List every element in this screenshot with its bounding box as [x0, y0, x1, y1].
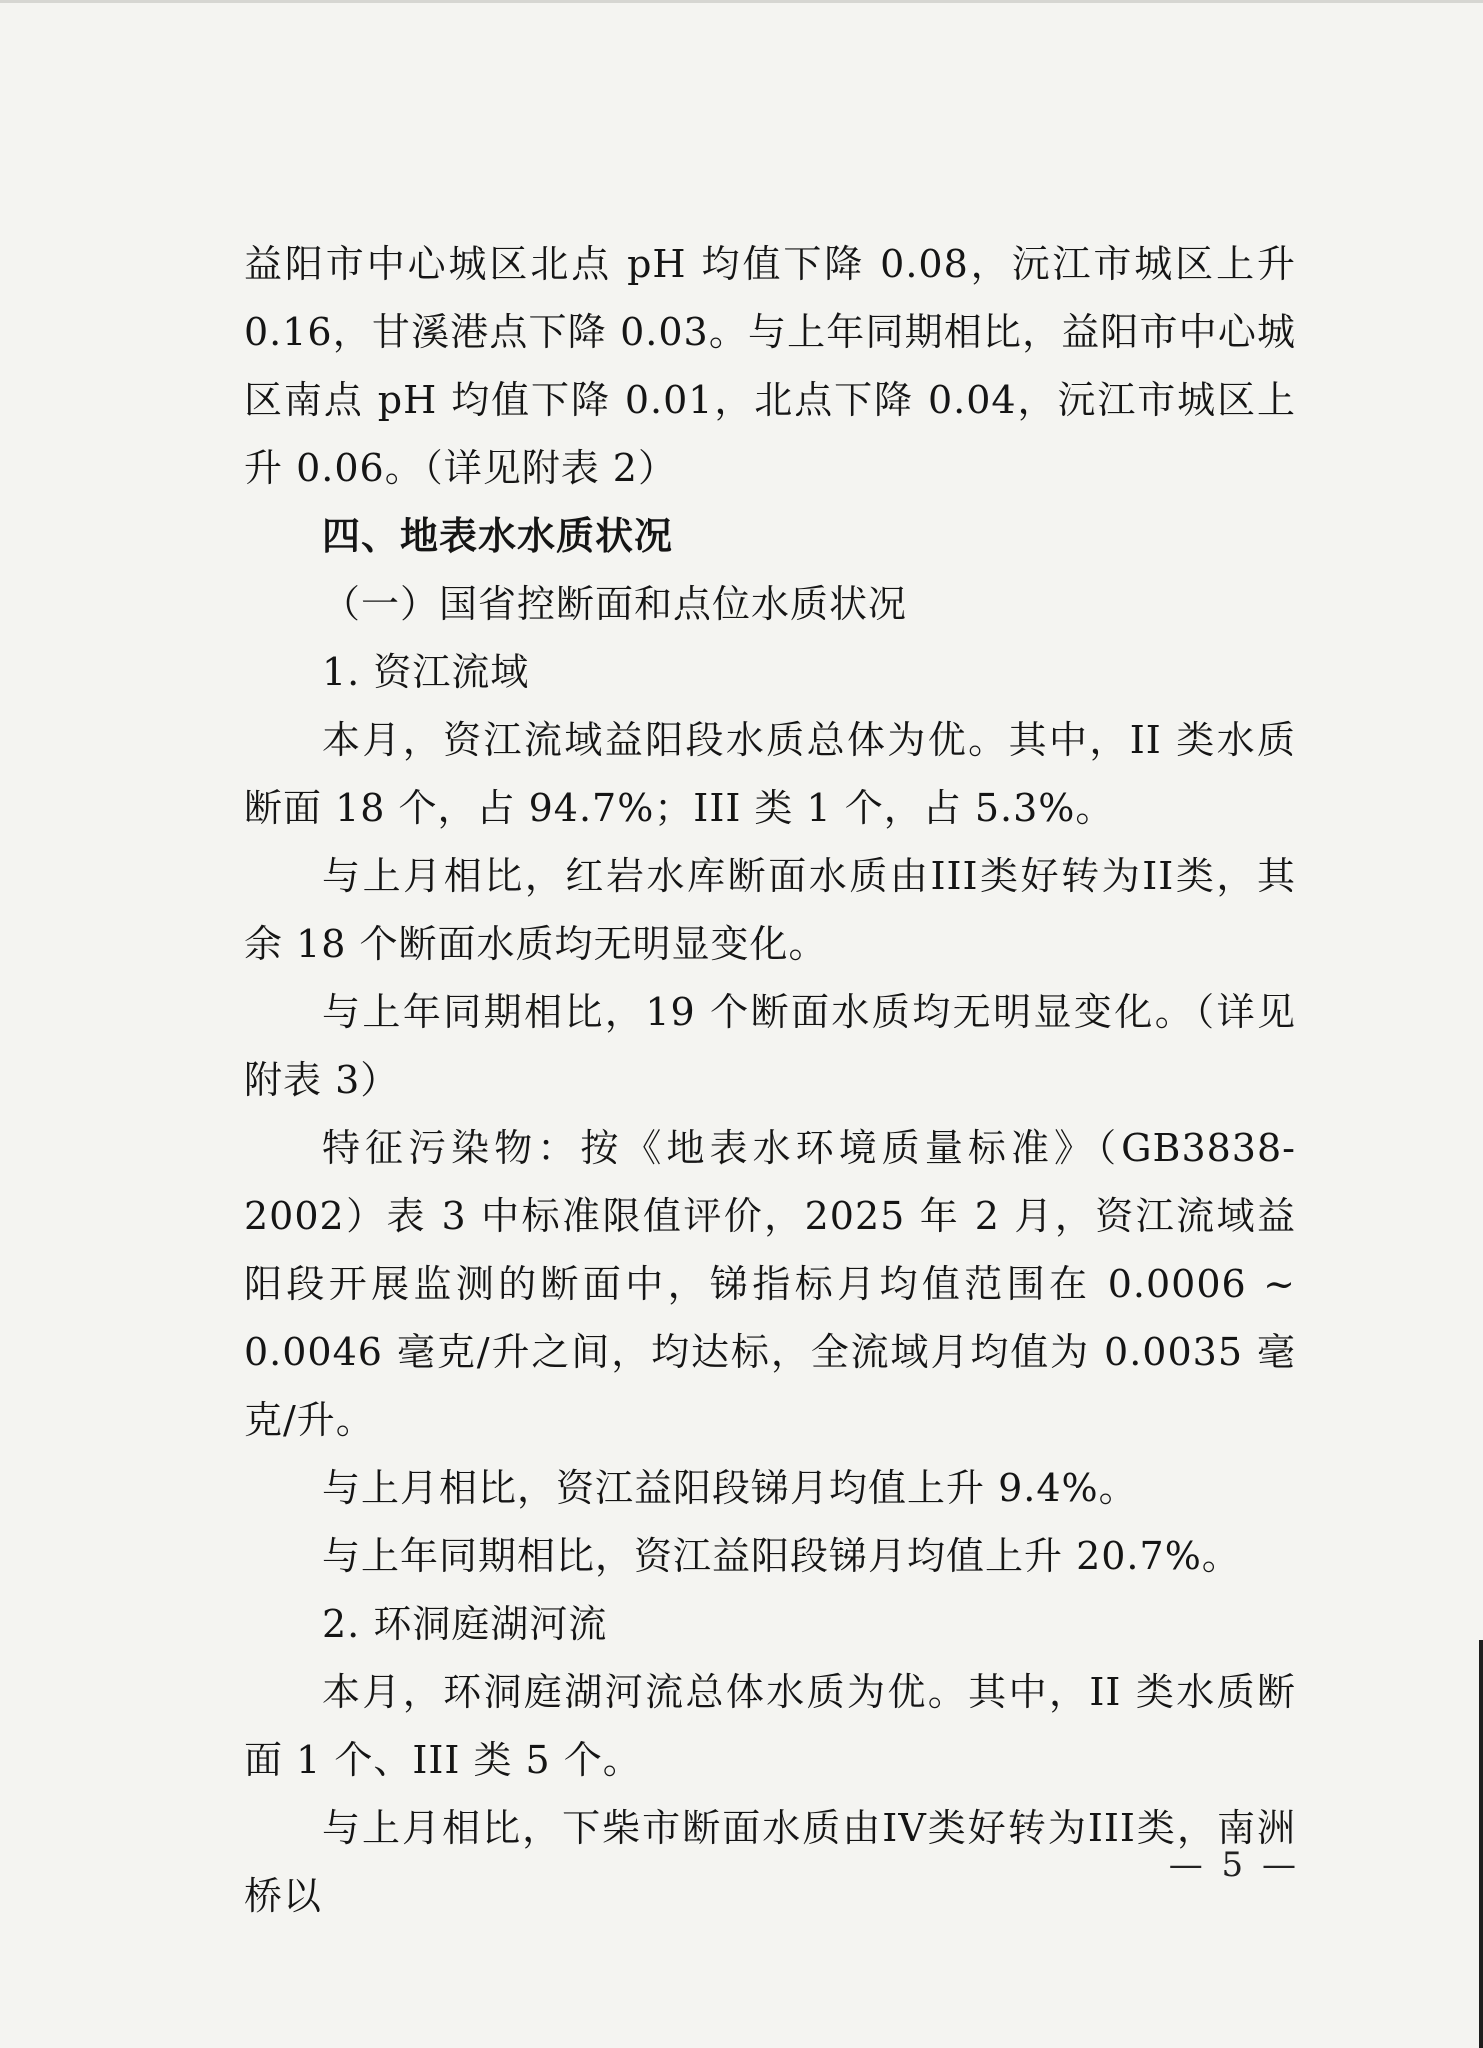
subheading-zijiang-basin: 1. 资江流域: [322, 650, 530, 694]
paragraph-antimony-year-compare: 与上年同期相比，资江益阳段锑月均值上升 20.7%。: [322, 1534, 1241, 1578]
page-number: — 5 —: [1168, 1845, 1300, 1885]
page-top-edge: [0, 0, 1483, 3]
page-right-edge: [1479, 1640, 1483, 2048]
paragraph-dongting-month-compare: 与上月相比，下柴市断面水质由IV类好转为III类，南洲桥以: [244, 1806, 1296, 1918]
paragraph-characteristic-pollutant: 特征污染物：按《地表水环境质量标准》（GB3838-2002）表 3 中标准限值评价，2025 年 2 月，资江流域益阳段开展监测的断面中，锑指标月均值范围在 0.0006 ~ 0.0046 毫克/升之间，均达标，全流域月均值为 0.0035 毫克/升。: [244, 1126, 1296, 1442]
paragraph-zijiang-quality: 本月，资江流域益阳段水质总体为优。其中，II 类水质断面 18 个，占 94.7%；III 类 1 个，占 5.3%。: [244, 718, 1296, 830]
paragraph-ph-continuation: 益阳市中心城区北点 pH 均值下降 0.08，沅江市城区上升 0.16，甘溪港点下降 0.03。与上年同期相比，益阳市中心城区南点 pH 均值下降 0.01，北点下降 0.04，沅江市城区上升 0.06。（详见附表 2）: [244, 242, 1296, 490]
paragraph-antimony-month-compare: 与上月相比，资江益阳段锑月均值上升 9.4%。: [322, 1466, 1138, 1510]
paragraph-zijiang-year-compare: 与上年同期相比，19 个断面水质均无明显变化。（详见附表 3）: [244, 990, 1296, 1102]
paragraph-zijiang-month-compare: 与上月相比，红岩水库断面水质由III类好转为II类，其余 18 个断面水质均无明显变化。: [244, 854, 1296, 966]
subheading-dongting-rivers: 2. 环洞庭湖河流: [322, 1602, 608, 1646]
subsection-heading-national-provincial: （一）国省控断面和点位水质状况: [322, 582, 908, 626]
document-body: [244, 230, 1296, 1930]
paragraph-dongting-quality: 本月，环洞庭湖河流总体水质为优。其中，II 类水质断面 1 个、III 类 5 个。: [244, 1670, 1296, 1782]
section-heading-surface-water: 四、地表水水质状况: [322, 513, 674, 558]
